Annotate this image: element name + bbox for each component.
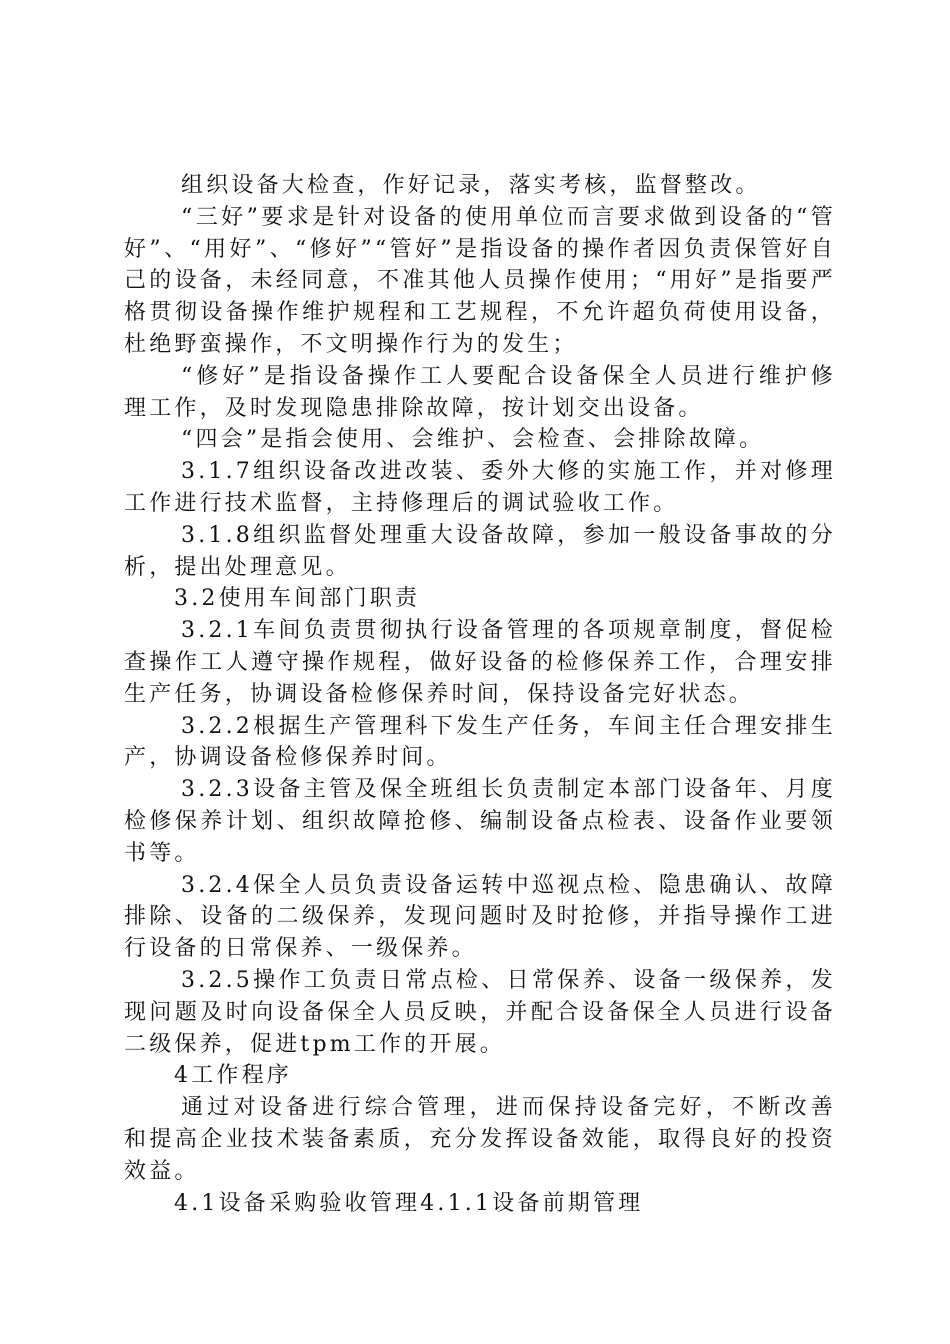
paragraph-3-2-2: 3.2.2根据生产管理科下发生产任务，车间主任合理安排生产，协调设备检修保养时间。 — [124, 713, 836, 771]
paragraph-3-2-3: 3.2.3设备主管及保全班组长负责制定本部门设备年、月度检修保养计划、组织故障抢修、编制设备点检表、设备作业要领书等。 — [124, 777, 836, 866]
section-heading-3-2: 3.2使用车间部门职责 — [174, 586, 421, 612]
paragraph-3-2-4: 3.2.4保全人员负责设备运转中巡视点检、隐患确认、故障排除、设备的二级保养，发现问题时及时抢修，并指导操作工进行设备的日常保养、一级保养。 — [124, 872, 836, 962]
paragraph-3-1-8: 3.1.8组织监督处理重大设备故障，参加一般设备事故的分析，提出处理意见。 — [124, 522, 836, 580]
section-heading-4-1: 4.1设备采购验收管理4.1.1设备前期管理 — [174, 1190, 644, 1216]
paragraph-3-2-5: 3.2.5操作工负责日常点检、日常保养、设备一级保养，发现问题及时向设备保全人员反映，并配合设备保全人员进行设备二级保养，促进tpm工作的开展。 — [124, 967, 836, 1057]
paragraph-repair-good: “修好”是指设备操作工人要配合设备保全人员进行维护修理工作，及时发现隐患排除故障，按计划交出设备。 — [124, 363, 836, 421]
paragraph-work-procedure: 通过对设备进行综合管理，进而保持设备完好，不断改善和提高企业技术装备素质，充分发挥设备效能，取得良好的投资效益。 — [124, 1095, 836, 1184]
paragraph-3-2-1: 3.2.1车间负责贯彻执行设备管理的各项规章制度，督促检查操作工人遵守操作规程，做好设备的检修保养工作，合理安排生产任务，协调设备检修保养时间，保持设备完好状态。 — [124, 618, 836, 707]
document-body — [124, 170, 836, 1219]
paragraph-3-1-7: 3.1.7组织设备改进改装、委外大修的实施工作，并对修理工作进行技术监督，主持修理后的调试验收工作。 — [124, 459, 836, 516]
paragraph-three-good: “三好”要求是针对设备的使用单位而言要求做到设备的“管好”、“用好”、“修好”“管好”是指设备的操作者因负责保管好自己的设备，未经同意，不准其他人员操作使用；“用好”是指要严格贯彻设备操作维护规程和工艺规程，不允许超负荷使用设备，杜绝野蛮操作，不文明操作行为的发生； — [124, 204, 836, 357]
paragraph-inspection: 组织设备大检查，作好记录，落实考核，监督整改。 — [181, 173, 761, 198]
paragraph-four-skills: “四会”是指会使用、会维护、会检查、会排除故障。 — [181, 427, 765, 453]
section-heading-4: 4工作程序 — [174, 1063, 292, 1089]
